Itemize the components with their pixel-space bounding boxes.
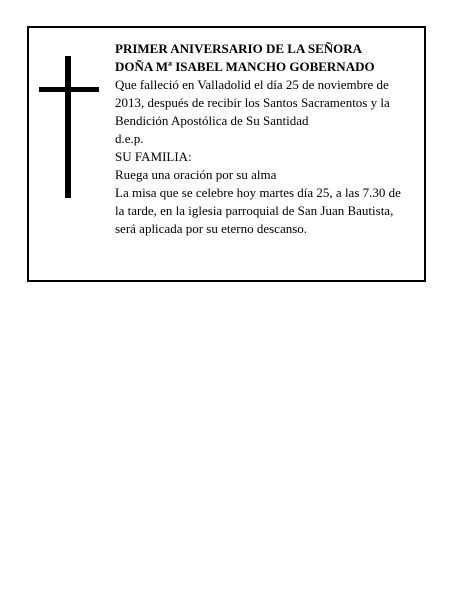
mass-info-line: La misa que se celebre hoy martes día 25, a las 7.30 de	[115, 185, 401, 200]
cross-vertical-bar	[65, 56, 71, 198]
death-info-line: Que falleció en Valladolid el día 25 de noviembre de	[115, 77, 389, 92]
cross-icon	[39, 56, 99, 198]
cross-horizontal-bar	[39, 87, 99, 92]
obituary-notice-frame	[27, 26, 426, 282]
notice-name-line: DOÑA Mª ISABEL MANCHO GOBERNADO	[115, 59, 375, 74]
mass-info-line: será aplicada por su eterno descanso.	[115, 221, 308, 236]
death-info-line: 2013, después de recibir los Santos Sacramentos y la	[115, 95, 390, 110]
family-heading: SU FAMILIA:	[115, 149, 192, 164]
mass-info-line: la tarde, en la iglesia parroquial de San Juan Bautista,	[115, 203, 394, 218]
notice-title-line: PRIMER ANIVERSARIO DE LA SEÑORA	[115, 41, 363, 56]
dep-line: d.e.p.	[115, 131, 144, 146]
prayer-request-line: Ruega una oración por su alma	[115, 167, 277, 182]
notice-text-block	[115, 40, 425, 238]
death-info-line: Bendición Apostólica de Su Santidad	[115, 113, 309, 128]
